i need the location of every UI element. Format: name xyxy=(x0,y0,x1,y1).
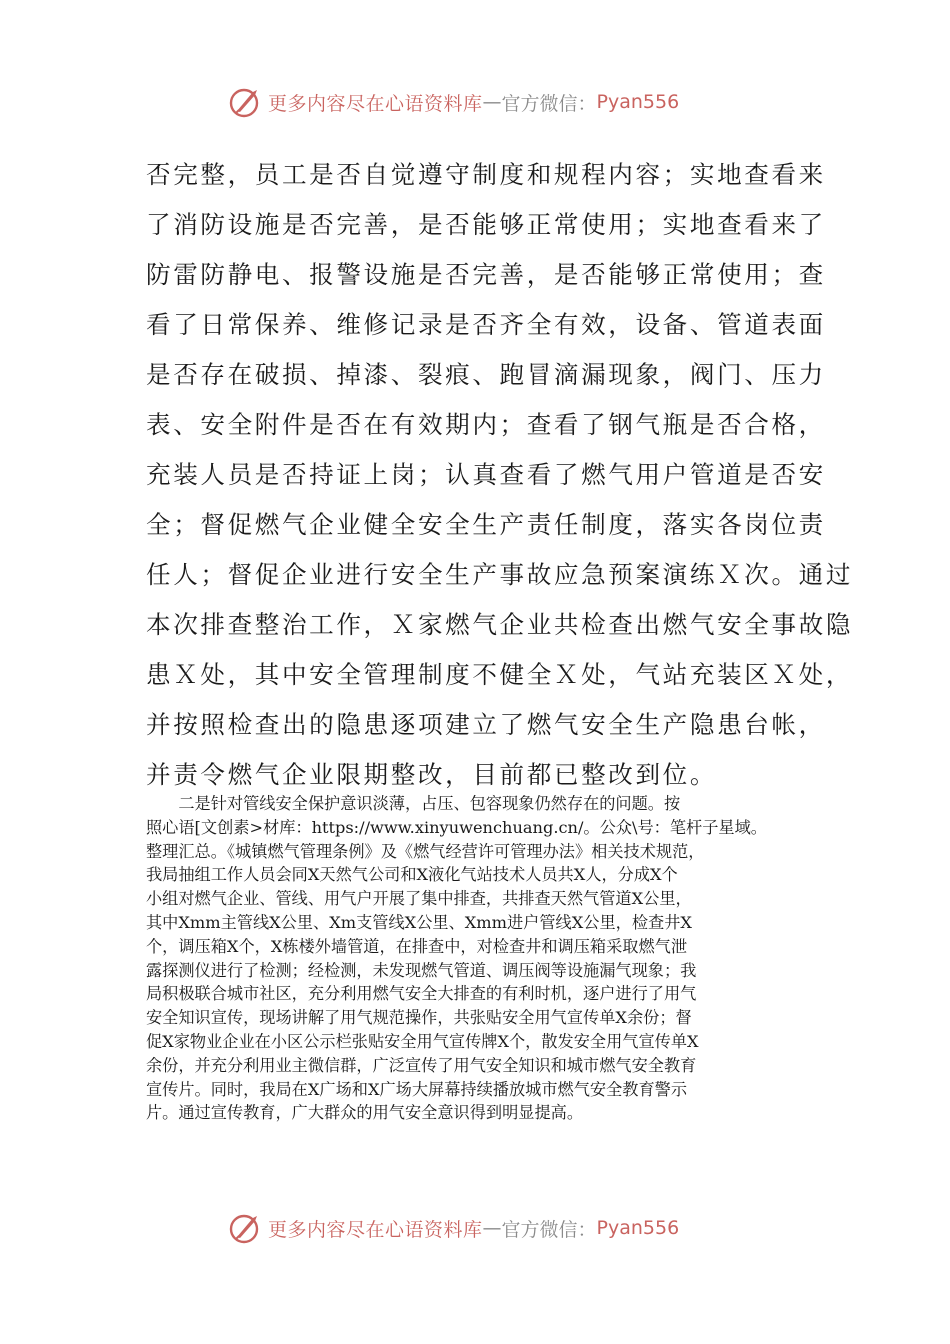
text-line: 宣传片。同时，我局在X广场和X广场大屏幕持续播放城市燃气安全教育警示 xyxy=(146,1079,688,1099)
text-line: 全；督促燃气企业健全安全生产责任制度，落实各岗位责 xyxy=(146,510,826,539)
text-line: 照心语[文创素>材库：https://www.xinyuwenchuang.cn/。公众\号：笔杆子星域。 xyxy=(146,817,767,837)
quill-pen-logo-icon xyxy=(228,84,264,120)
text-line: 局积极联合城市社区，充分利用燃气安全大排查的有利时机，逐户进行了用气 xyxy=(146,984,697,1004)
banner-site-text: 更多内容尽在心语资料库 xyxy=(268,92,483,115)
header-banner xyxy=(228,82,748,122)
banner-dash: — xyxy=(482,91,502,113)
banner-site-text: 更多内容尽在心语资料库 xyxy=(268,1218,483,1241)
text-line: 小组对燃气企业、管线、用气户开展了集中排查，共排查天然气管道X公里， xyxy=(146,889,692,909)
text-line: 二是针对管线安全保护意识淡薄，占压、包容现象仍然存在的问题。按 xyxy=(146,794,681,813)
banner-dash: — xyxy=(482,1217,502,1239)
text-line: 否完整，员工是否自觉遵守制度和规程内容；实地查看来 xyxy=(146,160,826,189)
body-large-text xyxy=(146,150,854,800)
text-line: 防雷防静电、报警设施是否完善，是否能够正常使用；查 xyxy=(146,260,826,289)
banner-wechat-label: 官方微信： xyxy=(501,1218,597,1241)
text-line: 并责令燃气企业限期整改，目前都已整改到位。 xyxy=(146,760,718,789)
text-line: 并按照检查出的隐患逐项建立了燃气安全生产隐患台帐， xyxy=(146,710,826,739)
text-line: 充装人员是否持证上岗；认真查看了燃气用户管道是否安 xyxy=(146,460,826,489)
text-line: 促X家物业企业在小区公示栏张贴安全用气宣传牌X个，散发安全用气宣传单X xyxy=(146,1031,699,1051)
quill-pen-logo-icon xyxy=(228,1210,264,1246)
text-line: 看了日常保养、维修记录是否齐全有效，设备、管道表面 xyxy=(146,310,826,339)
text-line: 我局抽组工作人员会同X天然气公司和X液化气站技术人员共X人，分成X个 xyxy=(146,865,678,885)
text-line: 患Ｘ处，其中安全管理制度不健全Ｘ处，气站充装区Ｘ处， xyxy=(146,660,854,689)
banner-wechat-id: Pyan556 xyxy=(596,91,680,113)
footer-banner xyxy=(228,1208,748,1248)
text-line: 安全知识宣传，现场讲解了用气规范操作，共张贴安全用气宣传单X余份；督 xyxy=(146,1008,692,1028)
text-line: 是否存在破损、掉漆、裂痕、跑冒滴漏现象，阀门、压力 xyxy=(146,360,826,389)
text-line: 露探测仪进行了检测；经检测，未发现燃气管道、调压阀等设施漏气现象；我 xyxy=(146,960,697,980)
text-line: 片。通过宣传教育，广大群众的用气安全意识得到明显提高。 xyxy=(146,1103,584,1123)
text-line: 余份，并充分利用业主微信群，广泛宣传了用气安全知识和城市燃气安全教育 xyxy=(146,1055,697,1075)
banner-wechat-id: Pyan556 xyxy=(596,1217,680,1239)
text-line: 整理汇总。《城镇燃气管理条例》及《燃气经营许可管理办法》相关技术规范， xyxy=(146,841,705,861)
text-line: 本次排查整治工作，Ｘ家燃气企业共检查出燃气安全事故隐 xyxy=(146,610,854,639)
body-small-text xyxy=(146,792,818,1125)
text-line: 表、安全附件是否在有效期内；查看了钢气瓶是否合格， xyxy=(146,410,826,439)
text-line: 了消防设施是否完善，是否能够正常使用；实地查看来了 xyxy=(146,210,826,239)
text-line: 任人；督促企业进行安全生产事故应急预案演练Ｘ次。通过 xyxy=(146,560,854,589)
text-line: 个，调压箱X个，X栋楼外墙管道，在排查中，对检查井和调压箱采取燃气泄 xyxy=(146,936,688,956)
text-line: 其中Xmm主管线X公里、Xm支管线X公里、Xmm进户管线X公里，检查井X xyxy=(146,912,692,932)
banner-wechat-label: 官方微信： xyxy=(501,92,597,115)
